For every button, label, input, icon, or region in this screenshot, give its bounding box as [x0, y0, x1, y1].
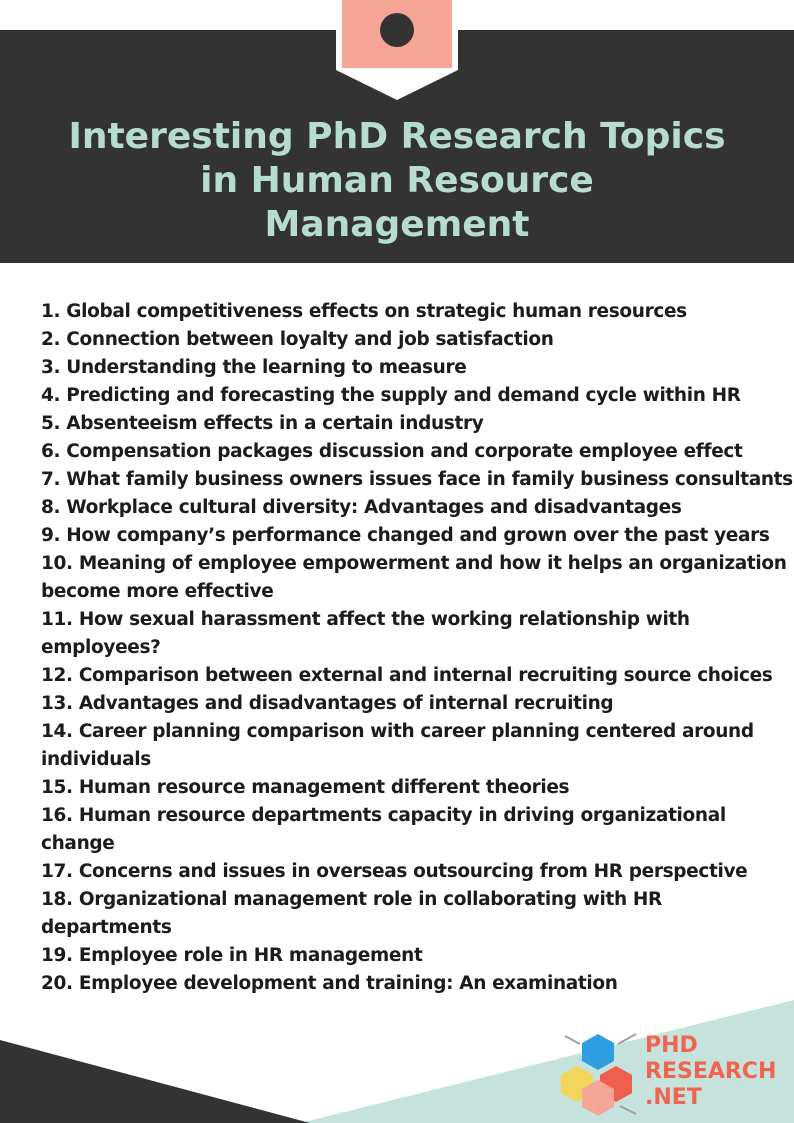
- list-item: 8. Workplace cultural diversity: Advantages and disadvantages: [41, 497, 682, 518]
- page-title: [0, 115, 794, 247]
- list-item: individuals: [41, 749, 151, 770]
- topic-list: [41, 298, 793, 998]
- logo-line-1: PHD: [645, 1033, 698, 1058]
- list-item: 16. Human resource departments capacity in driving organizational: [41, 805, 726, 826]
- list-item: 6. Compensation packages discussion and corporate employee effect: [41, 441, 743, 462]
- list-item: change: [41, 833, 115, 854]
- list-item: become more effective: [41, 581, 274, 602]
- list-item: 17. Concerns and issues in overseas outsourcing from HR perspective: [41, 861, 748, 882]
- list-item: 11. How sexual harassment affect the working relationship with: [41, 609, 690, 630]
- list-item: 18. Organizational management role in collaborating with HR: [41, 889, 662, 910]
- top-tab-decoration: [336, 0, 458, 100]
- logo-line-2: RESEARCH: [645, 1059, 777, 1084]
- list-item: 4. Predicting and forecasting the supply and demand cycle within HR: [41, 385, 741, 406]
- list-item: 1. Global competitiveness effects on strategic human resources: [41, 301, 687, 322]
- list-item: 9. How company’s performance changed and grown over the past years: [41, 525, 770, 546]
- list-item: 19. Employee role in HR management: [41, 945, 423, 966]
- title-line-2: in Human Resource: [200, 160, 594, 201]
- list-item: departments: [41, 917, 172, 938]
- list-item: 20. Employee development and training: An examination: [41, 973, 618, 994]
- list-item: 10. Meaning of employee empowerment and how it helps an organization: [41, 553, 787, 574]
- list-item: 15. Human resource management different theories: [41, 777, 570, 798]
- list-item: 5. Absenteeism effects in a certain industry: [41, 413, 484, 434]
- list-item: 2. Connection between loyalty and job satisfaction: [41, 329, 554, 350]
- list-item: employees?: [41, 637, 161, 658]
- dot-icon: [380, 13, 414, 47]
- list-item: 14. Career planning comparison with career planning centered around: [41, 721, 754, 742]
- logo-line-3: .NET: [645, 1085, 702, 1110]
- list-item: 13. Advantages and disadvantages of internal recruiting: [41, 693, 614, 714]
- title-line-3: Management: [264, 204, 530, 245]
- title-line-1: Interesting PhD Research Topics: [68, 116, 726, 157]
- list-item: 12. Comparison between external and internal recruiting source choices: [41, 665, 773, 686]
- list-item: 3. Understanding the learning to measure: [41, 357, 467, 378]
- logo-text: [645, 1033, 776, 1111]
- list-item: 7. What family business owners issues face in family business consultants: [41, 469, 793, 490]
